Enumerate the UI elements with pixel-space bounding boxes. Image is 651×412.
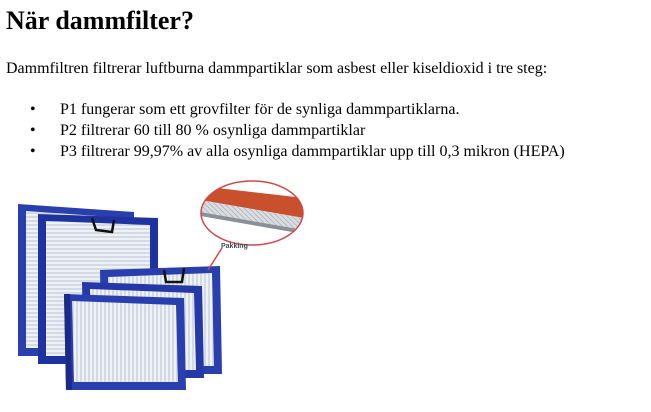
page-title: När dammfilter? <box>6 6 194 35</box>
intro-paragraph: Dammfiltren filtrerar luftburna dammpartiklar som asbest eller kiseldioxid i tre steg: <box>6 60 548 77</box>
list-item-text: P2 filtrerar 60 till 80 % osynliga dammpartiklar <box>60 122 366 139</box>
bullet-icon: • <box>30 101 36 118</box>
filter-panel-front-icon <box>64 294 186 390</box>
gasket-callout-icon <box>200 181 304 245</box>
list-item-text: P1 fungerar som ett grovfilter för de synliga dammpartiklarna. <box>60 101 460 118</box>
callout-label: Pakking <box>221 243 248 250</box>
list-item-p1 <box>6 99 565 120</box>
bullet-icon: • <box>30 122 36 139</box>
dust-filter-illustration <box>14 178 304 392</box>
list-item-p3 <box>6 141 565 162</box>
bullet-icon: • <box>30 143 36 160</box>
list-item-text: P3 filtrerar 99,97% av alla osynliga dammpartiklar upp till 0,3 mikron (HEPA) <box>60 143 565 160</box>
filter-steps-list <box>6 99 565 162</box>
list-item-p2 <box>6 120 565 141</box>
